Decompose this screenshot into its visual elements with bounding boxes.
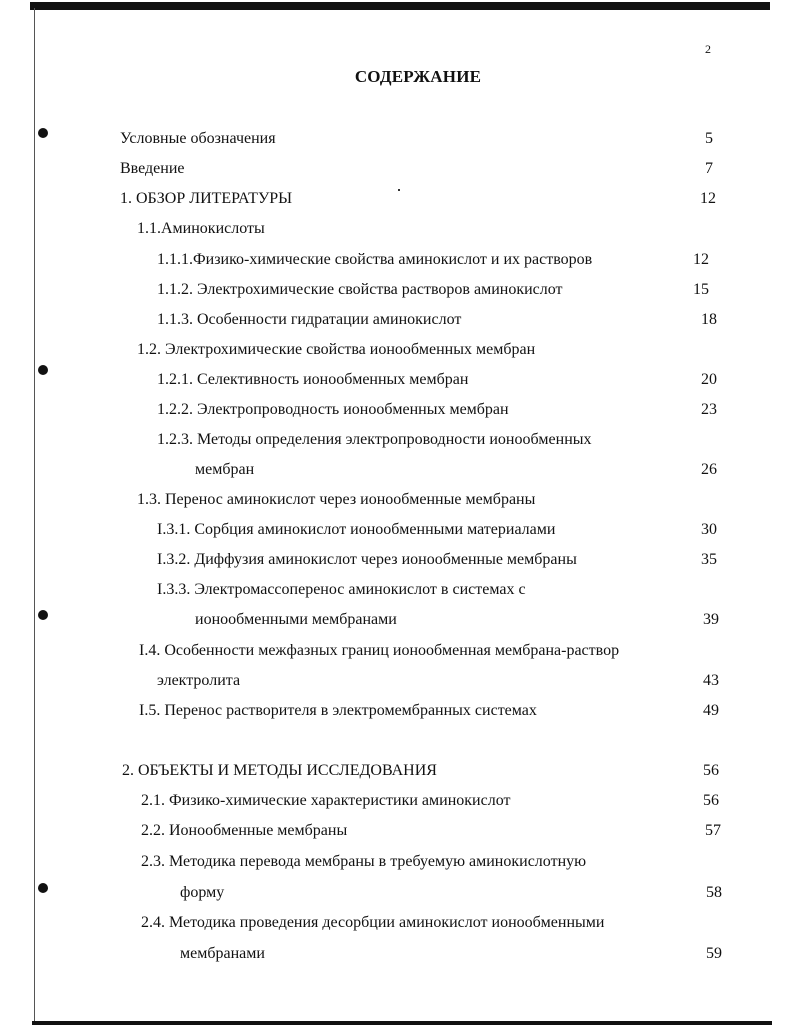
toc-entry-label: 1.1.3. Особенности гидратации аминокислот (157, 311, 462, 328)
toc-entry-page: 26 (701, 461, 717, 478)
toc-entry-label: I.3.2. Диффузия аминокислот через ионообменные мембраны (157, 551, 577, 568)
toc-entry-label: 2.3. Методика перевода мембраны в требуемую аминокислотную (141, 853, 587, 870)
toc-entry-label: I.5. Перенос растворителя в электромембранных системах (139, 702, 537, 719)
toc-entry-label: 2. ОБЪЕКТЫ И МЕТОДЫ ИССЛЕДОВАНИЯ (122, 762, 437, 779)
toc-entry-label: Введение (120, 160, 185, 177)
toc-entry-page: 12 (693, 251, 709, 268)
toc-entry-label: 1. ОБЗОР ЛИТЕРАТУРЫ (120, 190, 293, 207)
toc-entry-page: 5 (705, 130, 713, 147)
toc-entry-page: 43 (703, 672, 719, 689)
toc-entry-page: 39 (703, 611, 719, 628)
toc-entry-page: 56 (703, 762, 719, 779)
toc-entry-label: 1.2.1. Селективность ионообменных мембран (157, 371, 469, 388)
toc-entry-page: 35 (701, 551, 717, 568)
toc-entry-page: 58 (706, 884, 722, 901)
toc-entry-page: 20 (701, 371, 717, 388)
toc-entry-page: 18 (701, 311, 717, 328)
toc-entry-page: 7 (705, 160, 713, 177)
toc-entry-page: 15 (693, 281, 709, 298)
punch-hole-1 (38, 128, 48, 138)
toc-entry-page: 23 (701, 401, 717, 418)
toc-entry-label: мембран (195, 461, 255, 478)
toc-entry-page: 30 (701, 521, 717, 538)
toc-entry-page: 49 (703, 702, 719, 719)
page-title: СОДЕРЖАНИЕ (354, 67, 482, 86)
scan-speck (398, 189, 400, 191)
toc-entry-label: электролита (157, 672, 241, 689)
punch-hole-2 (38, 365, 48, 375)
page-number: 2 (705, 42, 711, 56)
toc-entry-label: ионообменными мембранами (195, 611, 397, 628)
toc-entry-page: 12 (700, 190, 716, 207)
toc-entry-label: 1.3. Перенос аминокислот через ионообменные мембраны (137, 491, 536, 508)
toc-entry-page: 59 (706, 945, 722, 962)
toc-entry-label: 1.1.1.Физико-химические свойства аминокислот и их растворов (157, 251, 593, 268)
punch-hole-4 (38, 883, 48, 893)
left-margin-line (34, 8, 35, 1024)
toc-entry-label: 1.2.2. Электропроводность ионообменных мембран (157, 401, 509, 418)
toc-entry-label: 1.1.Аминокислоты (137, 220, 265, 237)
toc-entry-label: 1.2.3. Методы определения электропроводности ионообменных (157, 431, 592, 448)
toc-entry-label: Условные обозначения (120, 130, 276, 147)
toc-entry-label: I.3.3. Электромассоперенос аминокислот в системах с (157, 581, 526, 598)
bottom-scan-border (32, 1021, 772, 1025)
toc-entry-label: 2.4. Методика проведения десорбции аминокислот ионообменными (141, 914, 605, 931)
punch-hole-3 (38, 610, 48, 620)
toc-entry-label: 1.1.2. Электрохимические свойства растворов аминокислот (157, 281, 563, 298)
toc-entry-label: I.3.1. Сорбция аминокислот ионообменными материалами (157, 521, 556, 538)
toc-entry-label: 2.1. Физико-химические характеристики аминокислот (141, 792, 511, 809)
toc-entry-label: I.4. Особенности межфазных границ ионообменная мембрана-раствор (139, 642, 620, 659)
toc-entry-label: форму (180, 884, 225, 901)
toc-entry-label: 2.2. Ионообменные мембраны (141, 822, 348, 839)
toc-entry-page: 57 (705, 822, 721, 839)
top-scan-border (30, 2, 770, 10)
toc-entry-label: мембранами (180, 945, 265, 962)
toc-entry-label: 1.2. Электрохимические свойства ионообменных мембран (137, 341, 536, 358)
toc-entry-page: 56 (703, 792, 719, 809)
